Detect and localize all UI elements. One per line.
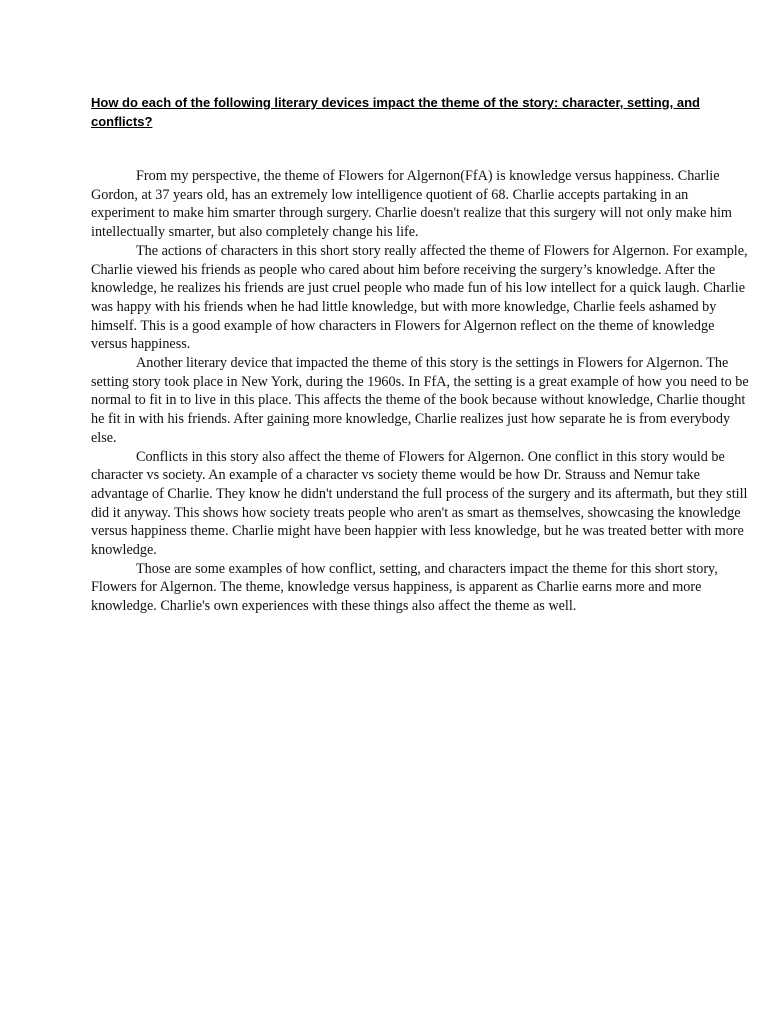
paragraph-characters: The actions of characters in this short story really affected the theme of Flowers for Algernon. For example, Charlie viewed his friends as people who cared about him before receiving the surgery’s knowledge. After the knowledge, he realizes his friends are just cruel people who made fun of his low intellect for a quick laugh. Charlie was happy with his friends when he had little knowledge, but with more knowledge, Charlie feels ashamed by himself. This is a good example of how characters in Flowers for Algernon reflect on the theme of knowledge versus happiness. xyxy=(91,242,748,353)
essay-question: How do each of the following literary devices impact the theme of the story: character, setting, and conflicts? xyxy=(91,95,700,129)
paragraph-thesis: From my perspective, the theme of Flowers for Algernon(FfA) is knowledge versus happiness. Charlie Gordon, at 37 years old, has an extremely low intelligence quotient of 68. Charlie accepts partaking in an experiment to make him smarter through surgery. Charlie doesn't realize that this surgery will not only make him intellectually smarter, but also completely change his life. xyxy=(91,168,732,241)
paragraph-setting: Another literary device that impacted the theme of this story is the settings in Flowers for Algernon. The setting story took place in New York, during the 1960s. In FfA, the setting is a great example of how you need to be normal to fit in to live in this place. This affects the theme of the book because without knowledge, Charlie thought he fit in with his friends. After gaining more knowledge, Charlie realizes just how separate he is from everybody else. xyxy=(91,355,749,446)
paragraph-conflicts: Conflicts in this story also affect the theme of Flowers for Algernon. One conflict in this story would be character vs society. An example of a character vs society theme would be how Dr. Strauss and Nemur take advantage of Charlie. They know he didn't understand the full process of the surgery and its aftermath, but they still did it anyway. This shows how society treats people who aren't as smart as themselves, showcasing the knowledge versus happiness theme. Charlie might have been happier with less knowledge, but he was treated better with more knowledge. xyxy=(91,448,748,559)
essay-body xyxy=(91,167,753,616)
paragraph-conclusion: Those are some examples of how conflict, setting, and characters impact the theme for this short story, Flowers for Algernon. The theme, knowledge versus happiness, is apparent as Charlie earns more and more knowledge. Charlie's own experiences with these things also affect the theme as well. xyxy=(91,560,718,615)
